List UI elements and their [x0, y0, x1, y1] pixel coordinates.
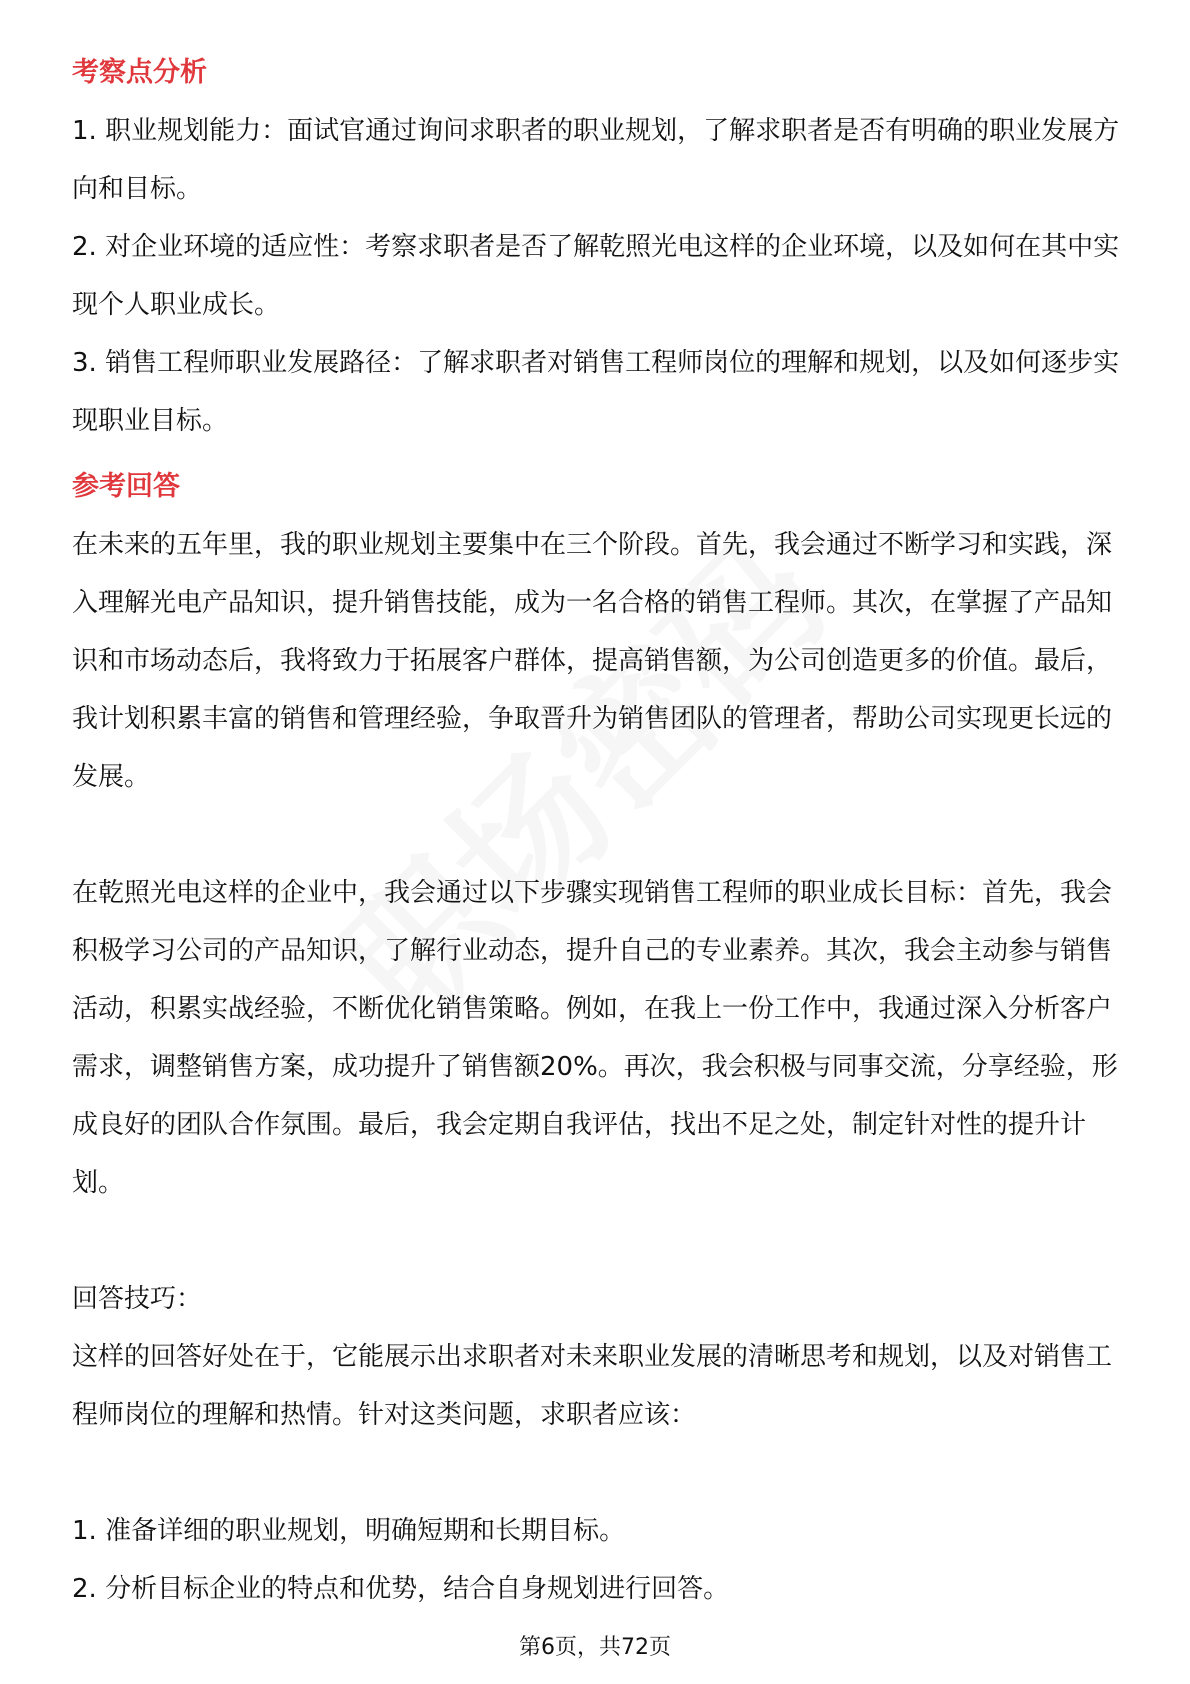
document-page: [72, 44, 1120, 1618]
analysis-item-3: 3. 销售工程师职业发展路径：了解求职者对销售工程师岗位的理解和规划，以及如何逐步实现职业目标。: [72, 348, 1120, 436]
answer-paragraph-2: 在乾照光电这样的企业中，我会通过以下步骤实现销售工程师的职业成长目标：首先，我会积极学习公司的产品知识，了解行业动态，提升自己的专业素养。其次，我会主动参与销售活动，积累实战经验，不断优化销售策略。例如，在我上一份工作中，我通过深入分析客户需求，调整销售方案，成功提升了销售额20%。再次，我会积极与同事交流，分享经验，形成良好的团队合作氛围。最后，我会定期自我评估，找出不足之处，制定针对性的提升计划。: [72, 878, 1118, 1198]
tips-label: 回答技巧：: [72, 1284, 203, 1314]
section-title-analysis: 考察点分析: [72, 57, 207, 88]
analysis-item-2: 2. 对企业环境的适应性：考察求职者是否了解乾照光电这样的企业环境，以及如何在其中实现个人职业成长。: [72, 232, 1120, 320]
page-number: 第6页，共72页: [519, 1635, 671, 1660]
analysis-item-1: 1. 职业规划能力：面试官通过询问求职者的职业规划，了解求职者是否有明确的职业发展方向和目标。: [72, 116, 1120, 204]
answer-paragraph-1: 在未来的五年里，我的职业规划主要集中在三个阶段。首先，我会通过不断学习和实践，深入理解光电产品知识，提升销售技能，成为一名合格的销售工程师。其次，在掌握了产品知识和市场动态后，我将致力于拓展客户群体，提高销售额，为公司创造更多的价值。最后，我计划积累丰富的销售和管理经验，争取晋升为销售团队的管理者，帮助公司实现更长远的发展。: [72, 530, 1113, 792]
tips-intro: 这样的回答好处在于，它能展示出求职者对未来职业发展的清晰思考和规划，以及对销售工程师岗位的理解和热情。针对这类问题，求职者应该：: [72, 1342, 1113, 1430]
tips-item-2: 2. 分析目标企业的特点和优势，结合自身规划进行回答。: [72, 1574, 730, 1604]
tips-item-1: 1. 准备详细的职业规划，明确短期和长期目标。: [72, 1516, 626, 1546]
section-title-reference-answer: 参考回答: [72, 471, 180, 502]
